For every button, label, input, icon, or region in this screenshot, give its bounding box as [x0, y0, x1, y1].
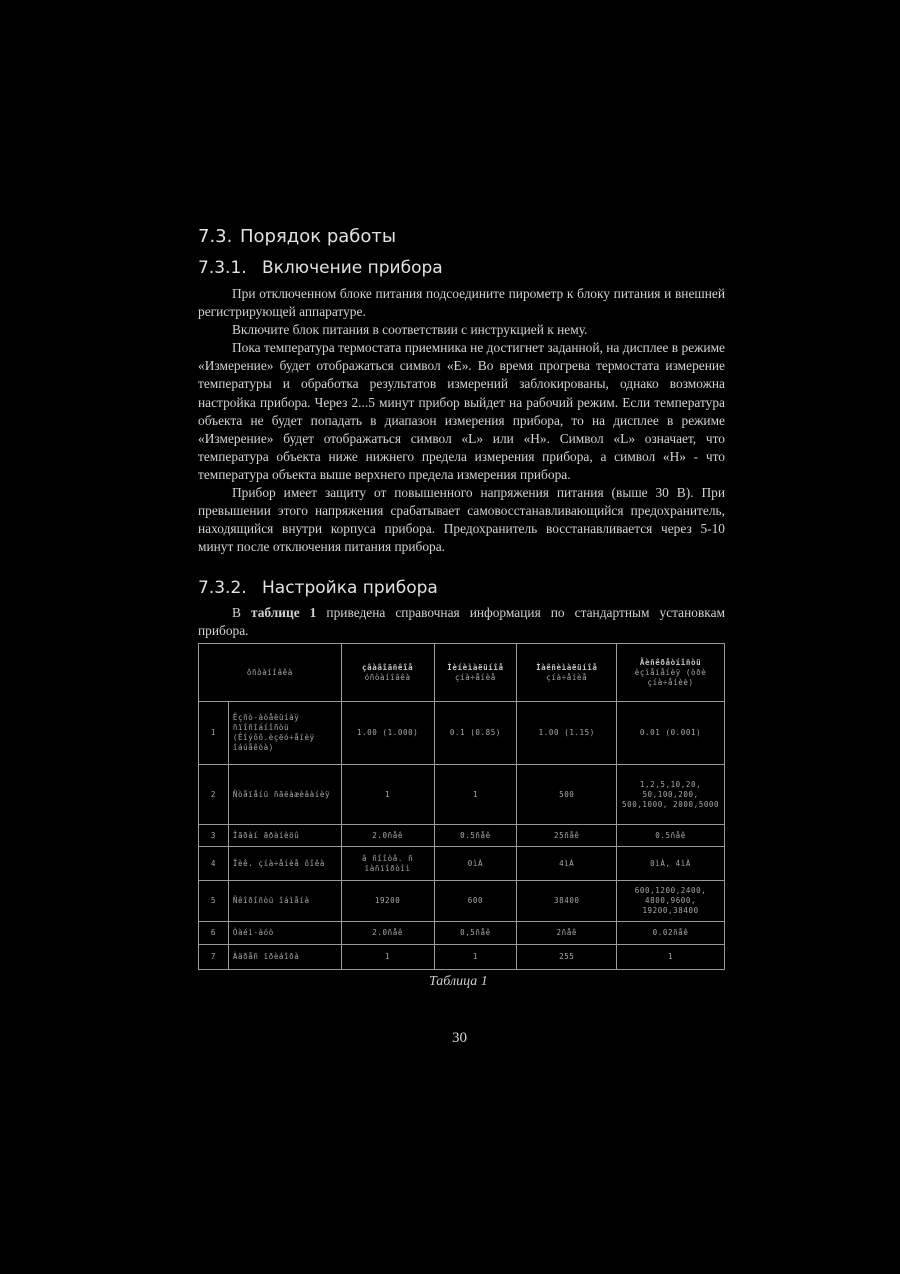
body-text-2 [198, 604, 725, 640]
page-number: 30 [452, 1030, 467, 1046]
header-bold: Äèñêðåòíîñòü [639, 657, 702, 667]
table-cell: 0.01 (0.001) [617, 702, 725, 765]
table-cell: 7 [199, 945, 229, 970]
table-row [199, 702, 725, 765]
paragraph: Включите блок питания в соответствии с инструкцией к нему. [232, 322, 588, 338]
table-cell: Êçñò-àòåëüíàÿ ñïîñîáíîñòü (Êîýôô.èçëó÷åíèÿ îáúåêòà) [228, 702, 341, 765]
paragraph: Прибор имеет защиту от повышенного напряжения питания (выше 30 В). При превышении этого напряжения срабатывает самовосстанавливающийся предохранитель, находящийся внутри корпуса прибора. Предохранитель восстанавливается через 5-10 минут после отключения питания прибора. [198, 485, 725, 555]
table-cell: 0,5ñåê [434, 922, 517, 945]
table-cell: 600 [434, 881, 517, 922]
subsection-title: Настройка прибора [262, 578, 438, 598]
table-cell: 25ñåê [517, 825, 617, 847]
table-header-row [199, 644, 725, 702]
table-cell: 600,1200,2400, 4800,9600, 19200,38400 [617, 881, 725, 922]
table-cell: 2ñåê [517, 922, 617, 945]
table-cell: 255 [517, 945, 617, 970]
header-cell [617, 644, 725, 702]
table-cell: 4 [199, 847, 229, 881]
settings-table [198, 643, 725, 970]
header-text: ôñòàíîâêà [246, 667, 293, 677]
subsection-title: Включение прибора [262, 258, 443, 278]
table-row [199, 922, 725, 945]
table-cell: 2 [199, 765, 229, 825]
subsection-number: 7.3.2. [198, 578, 247, 598]
paragraph [198, 604, 725, 640]
table-cell: 6 [199, 922, 229, 945]
header-text: èçìåíåíèÿ (òðè çíà÷åíèè) [634, 667, 707, 687]
header-text: çíà÷åíèå [546, 672, 588, 682]
table-cell: 1 [617, 945, 725, 970]
subsection-number: 7.3.1. [198, 258, 247, 278]
header-bold: Ìèíèìàëüíîå [447, 662, 504, 672]
table-cell: 1.00 (1.15) [517, 702, 617, 765]
table-cell: 1.00 (1.000) [341, 702, 434, 765]
table-cell: 0.02ñåê [617, 922, 725, 945]
table-cell: 0.5ñåê [434, 825, 517, 847]
table-cell: Îãðàí ãðàíèöû [228, 825, 341, 847]
table-caption: Таблица 1 [429, 974, 488, 989]
header-cell [434, 644, 517, 702]
table-cell: 1 [199, 702, 229, 765]
table-cell: 19200 [341, 881, 434, 922]
table-reference: таблице 1 [250, 605, 317, 620]
table-row [199, 881, 725, 922]
table-cell: 1 [434, 765, 517, 825]
table-row [199, 825, 725, 847]
table-cell: Ñòåïåíü ñãëàæèâàíèÿ [228, 765, 341, 825]
subsection-heading-1 [198, 258, 443, 278]
text: В [232, 605, 251, 620]
section-heading [198, 226, 396, 247]
table-cell: Ñêîðîñòü îáìåíà [228, 881, 341, 922]
table-cell: 1 [341, 765, 434, 825]
table-row [199, 945, 725, 970]
header-cell [517, 644, 617, 702]
table-row [199, 765, 725, 825]
table-cell: 2.0ñåê [341, 825, 434, 847]
table-cell: 500 [517, 765, 617, 825]
section-title: Порядок работы [240, 226, 397, 247]
paragraph: При отключенном блоке питания подсоедините пирометр к блоку питания и внешней регистрирующей аппаратуре. [198, 286, 725, 320]
table-cell: 38400 [517, 881, 617, 922]
header-text: óñòàíîâêà [364, 672, 411, 682]
paragraph: Пока температура термостата приемника не достигнет заданной, на дисплее в режиме «Измерение» будет отображаться символ «E». Во время прогрева термостата измерение температуры и обработка результатов измерений заблокированы, однако возможна настройка прибора. Через 2...5 минут прибор выйдет на рабочий режим. Если температура объекта не будет попадать в диапазон измерения прибора, то на дисплее в режиме «Измерение» будет отображаться символ «L» или «H». Символ «L» означает, что температура объекта ниже нижнего предела измерения прибора, а символ «H» - что температура объекта выше верхнего предела измерения прибора. [198, 340, 725, 482]
table-cell: Àäðåñ ïðèáîðà [228, 945, 341, 970]
table-cell: Òàéì-àóò [228, 922, 341, 945]
table-cell: 0ìÀ [434, 847, 517, 881]
table-cell: 1 [341, 945, 434, 970]
table-cell: 4ìÀ [517, 847, 617, 881]
header-bold: çâàâîäñêîå [362, 662, 414, 672]
subsection-heading-2 [198, 578, 438, 598]
header-cell [341, 644, 434, 702]
header-cell [199, 644, 342, 702]
header-text: çíà÷åíèå [454, 672, 496, 682]
table-cell: 3 [199, 825, 229, 847]
table-cell: â ñîîòâ. ñ ïàñïîðòîì [341, 847, 434, 881]
table-cell: 0.5ñåê [617, 825, 725, 847]
header-bold: Ìàêñèìàëüíîå [536, 662, 598, 672]
table-cell: 1 [434, 945, 517, 970]
table-cell: 5 [199, 881, 229, 922]
table-cell: 0.1 (0.85) [434, 702, 517, 765]
table-cell: 1,2,5,10,20, 50,100,200, 500,1000, 2000,5000 [617, 765, 725, 825]
table-row [199, 847, 725, 881]
section-number: 7.3. [198, 226, 233, 247]
table-cell: 2.0ñåê [341, 922, 434, 945]
table-cell: 0ìÀ, 4ìÀ [617, 847, 725, 881]
text: приведена справочная информация по стандартным установкам прибора. [198, 605, 726, 639]
body-text-1 [198, 285, 725, 556]
table-cell: Ïèê. çíà÷åíèå ôîêà [228, 847, 341, 881]
